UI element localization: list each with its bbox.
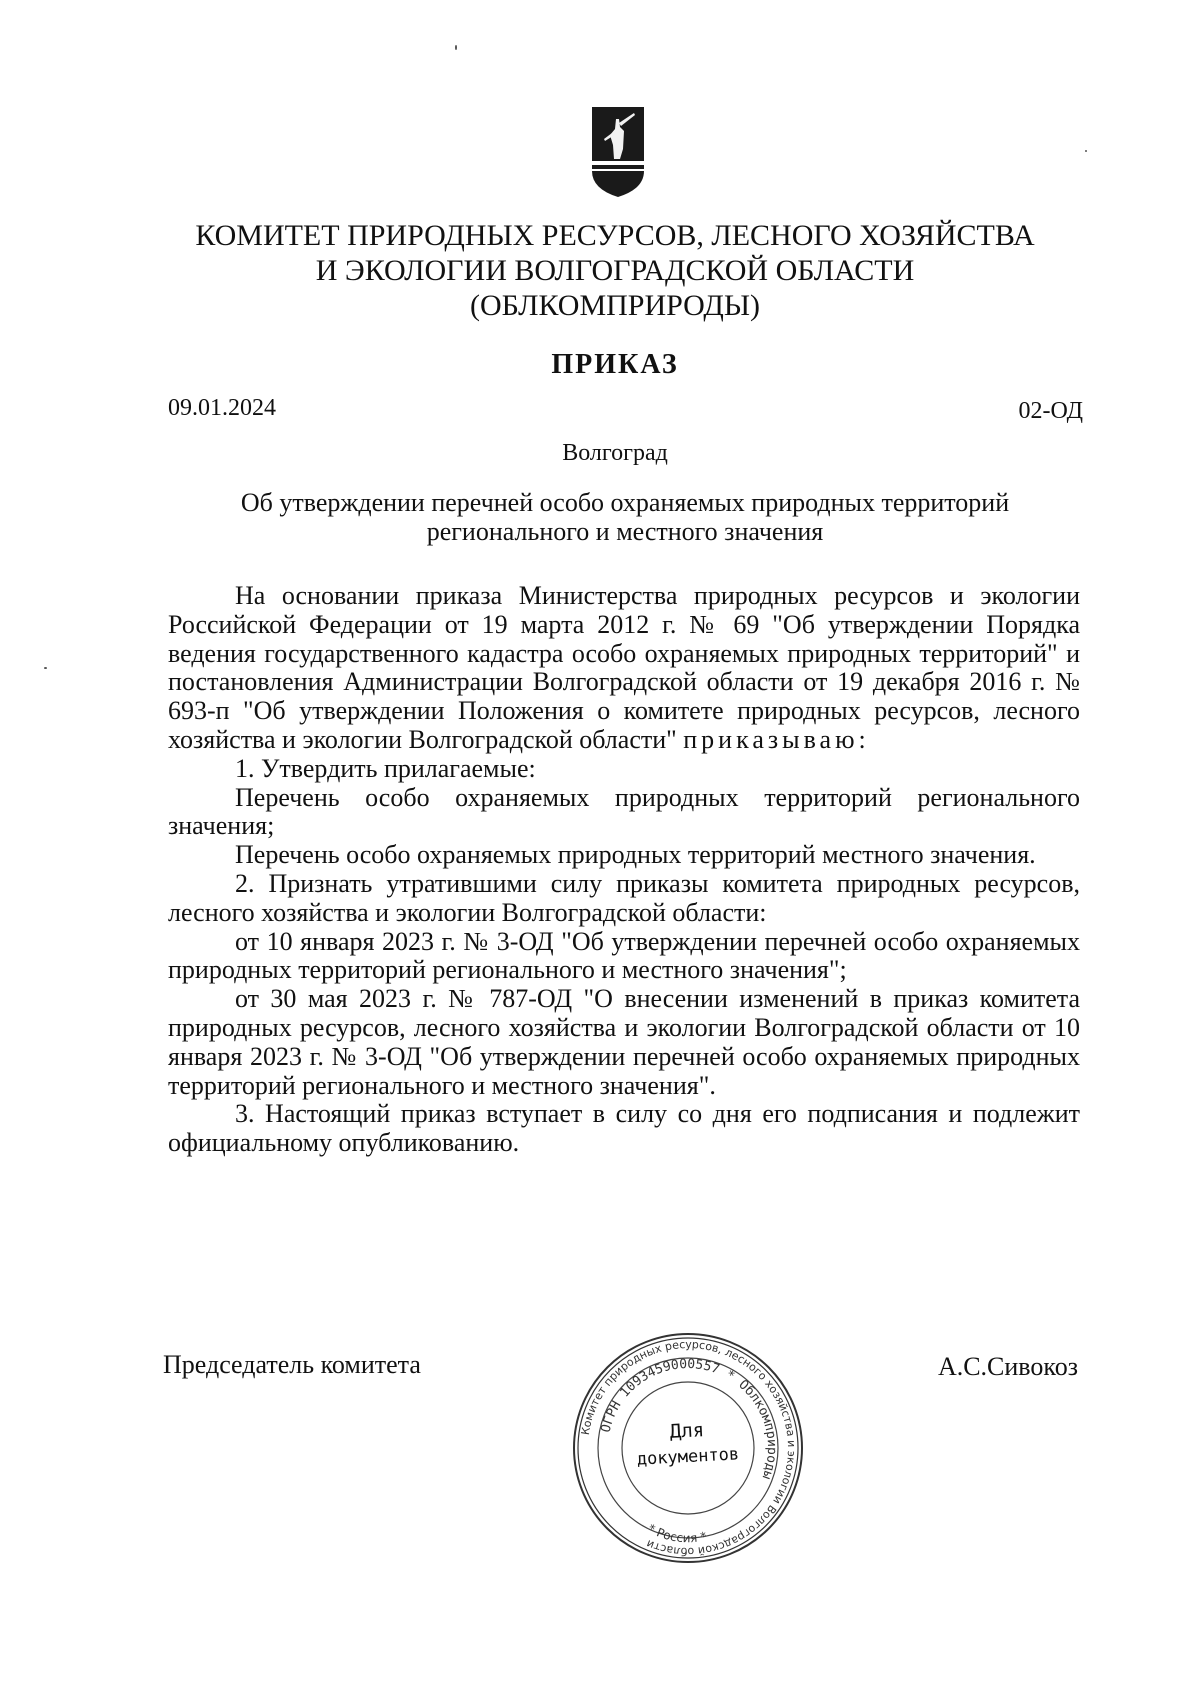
- document-number: 02-ОД: [1018, 398, 1083, 424]
- org-name-line-1: КОМИТЕТ ПРИРОДНЫХ РЕСУРСОВ, ЛЕСНОГО ХОЗЯЙСТВА: [195, 219, 1035, 252]
- basis-text: На основании приказа Министерства природных ресурсов и экологии Российской Федерации от 19 марта 2012 г. № 69 "Об утверждении Порядка ведения государственного кадастра особо охраняемых природных территорий" и постановления Администрации Волгоградской области от 19 декабря 2016 г. № 693-п "Об утверждении Положения о комитете природных ресурсов, лесного хозяйства и экологии Волгоградской области": [168, 581, 1080, 754]
- paragraph-item-1: 1. Утвердить прилагаемые:: [235, 753, 536, 783]
- subject-line-1: Об утверждении перечней особо охраняемых природных территорий: [240, 488, 1010, 517]
- subject-line-2: регионального и местного значения: [426, 517, 824, 546]
- document-type: ПРИКАЗ: [551, 349, 679, 380]
- scan-speck: [455, 45, 457, 50]
- stamp-inner-ring-text: ОГРН 1093459000557 * Облкомприроды: [598, 1356, 780, 1482]
- scan-speck: [44, 667, 47, 669]
- stamp-bottom-text: * Россия *: [645, 1521, 708, 1546]
- stamp-center-line-1: Для: [669, 1419, 705, 1443]
- paragraph-list-regional: Перечень особо охраняемых природных территорий регионального значения;: [168, 782, 1080, 841]
- document-body: [168, 582, 1080, 1158]
- paragraph-repealed-order-2: от 30 мая 2023 г. № 787-ОД "О внесении изменений в приказ комитета природных ресурсов, лесного хозяйства и экологии Волгоградской области от 10 января 2023 г. № 3-ОД "Об утверждении перечней особо охраняемых природных территорий регионального и местного значения".: [168, 984, 1080, 1100]
- signer-title: Председатель комитета: [163, 1350, 421, 1379]
- stamp-outer-ring-text: Комитет природных ресурсов, лесного хозяйства и экологии Волгоградской области: [578, 1337, 799, 1559]
- org-name-line-3: (ОБЛКОМПРИРОДЫ): [470, 289, 760, 322]
- paragraph-repealed-order-1: от 10 января 2023 г. № 3-ОД "Об утверждении перечней особо охраняемых природных территорий регионального и местного значения";: [168, 926, 1080, 985]
- paragraph-item-3: 3. Настоящий приказ вступает в силу со дня его подписания и подлежит официальному опубликованию.: [168, 1099, 1080, 1158]
- document-city: Волгоград: [562, 440, 668, 466]
- org-name-line-2: И ЭКОЛОГИИ ВОЛГОГРАДСКОЙ ОБЛАСТИ: [315, 254, 915, 287]
- paragraph-item-2: 2. Признать утратившими силу приказы комитета природных ресурсов, лесного хозяйства и экологии Волгоградской области:: [168, 868, 1080, 927]
- order-verb: приказываю:: [683, 724, 870, 754]
- scan-speck: [1085, 150, 1087, 152]
- document-subject: [190, 488, 1060, 546]
- organization-name: [150, 218, 1080, 323]
- volgograd-emblem-icon: [590, 105, 646, 199]
- document-date: 09.01.2024: [168, 395, 276, 421]
- signer-name: А.С.Сивокоз: [937, 1352, 1078, 1381]
- paragraph-list-local: Перечень особо охраняемых природных территорий местного значения.: [235, 840, 1036, 870]
- stamp-center-line-2: документов: [636, 1444, 740, 1470]
- paragraph-basis: [168, 582, 1080, 755]
